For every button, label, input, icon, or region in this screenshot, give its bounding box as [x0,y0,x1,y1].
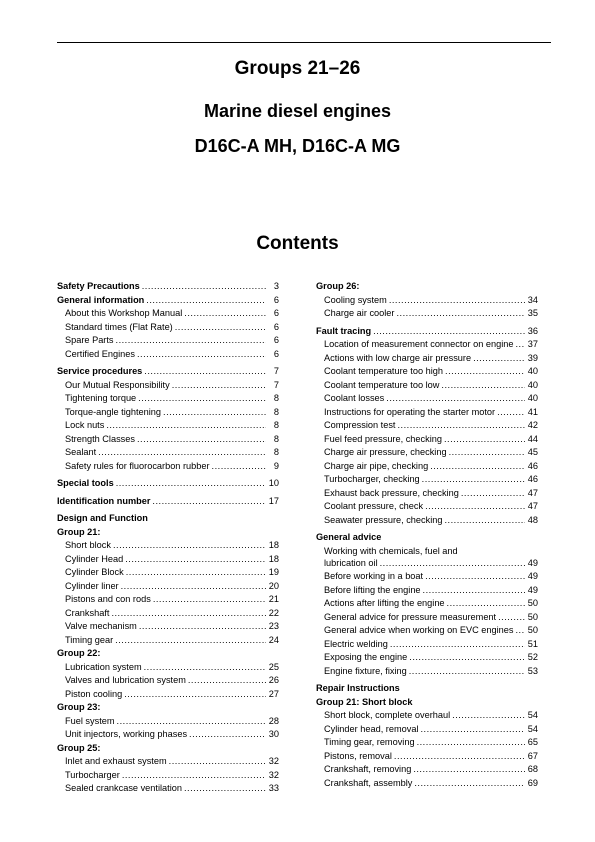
document-models: D16C-A MH, D16C-A MG [194,136,401,156]
toc-entry[interactable] [57,607,279,621]
toc-entry[interactable] [57,446,279,460]
toc-entry-label: Valves and lubrication system [65,675,186,685]
toc-entry-label: Turbocharger [65,769,120,780]
toc-entry-label: Fault tracing [316,325,372,336]
toc-dot-leader [111,607,266,621]
top-rule [57,42,551,43]
toc-dot-leader [422,473,525,487]
toc-dot-leader [444,433,525,447]
toc-entry-label: Working with chemicals, fuel and [324,545,458,556]
toc-section-heading [316,682,538,696]
toc-entry-page: 68 [527,764,538,774]
toc-entry[interactable] [316,638,538,652]
toc-entry-label: Charge air cooler [324,308,395,318]
toc-entry-label: About this Workshop Manual [65,308,183,318]
toc-entry-page: 8 [273,420,279,430]
toc-entry-page: 25 [268,661,279,672]
toc-entry-label: Coolant temperature too high [324,366,444,376]
toc-entry[interactable] [316,514,538,528]
toc-dot-leader [184,782,266,796]
toc-entry-label: Cylinder head, removal [324,723,419,734]
toc-entry-page: 52 [527,652,538,662]
toc-dot-leader [122,769,266,783]
toc-entry-label: Lubrication system [65,661,142,672]
toc-section-heading [57,512,279,526]
toc-entry[interactable] [316,307,538,321]
toc-entry-page: 32 [268,756,279,766]
toc-entry[interactable] [316,338,538,352]
toc-entry-page: 50 [527,611,538,622]
toc-dot-leader [113,539,266,553]
toc-dot-leader [212,460,266,474]
toc-dot-leader [417,736,525,750]
toc-dot-leader [175,321,266,335]
document-subtitle: Marine diesel engines [203,101,392,121]
toc-entry-label: Short block, complete overhaul [324,710,451,720]
toc-entry[interactable] [57,294,279,308]
toc-entry[interactable] [316,736,538,750]
toc-entry-label: Exhaust back pressure, checking [324,487,459,498]
toc-entry[interactable] [57,539,279,553]
toc-dot-leader [115,634,266,648]
toc-entry-label: Exposing the engine [324,652,408,662]
toc-entry-page: 17 [268,495,279,506]
toc-entry-label: Group 26: [316,281,360,291]
toc-entry[interactable] [316,406,538,420]
toc-dot-leader [137,433,266,447]
toc-entry-label: Standard times (Flat Rate) [65,321,173,332]
toc-entry-label: Group 25: [57,742,101,753]
toc-entry[interactable] [57,392,279,406]
toc-dot-leader [461,487,525,501]
toc-entry-label: Coolant temperature too low [324,379,440,390]
toc-entry-page: 8 [273,393,279,403]
contents-left-column [57,280,279,796]
toc-dot-leader [144,365,266,379]
toc-dot-leader [153,593,266,607]
toc-entry-page: 37 [527,339,538,349]
toc-entry-page: 26 [268,675,279,685]
toc-entry-page: 23 [268,621,279,631]
toc-dot-leader [142,280,266,294]
toc-entry-page: 65 [527,737,538,747]
toc-entry-label: lubrication oil [324,557,378,568]
toc-entry[interactable] [57,419,279,433]
toc-entry[interactable] [316,611,538,625]
toc-entry-page: 10 [268,478,279,488]
toc-entry-label: Lock nuts [65,420,105,430]
toc-entry-label: Pistons and con rods [65,594,151,604]
toc-entry[interactable] [57,321,279,335]
toc-entry-page: 49 [527,584,538,595]
toc-entry[interactable] [316,709,538,723]
toc-entry-label: Electric welding [324,638,388,649]
toc-dot-leader [116,477,266,491]
toc-entry-page: 69 [527,777,538,788]
toc-entry-page: 22 [268,607,279,618]
toc-entry[interactable] [316,473,538,487]
toc-entry[interactable] [316,777,538,791]
toc-dot-leader [373,325,525,339]
toc-dot-leader [389,294,525,308]
toc-section-heading [57,742,279,756]
toc-dot-leader [423,584,525,598]
toc-dot-leader [188,674,266,688]
toc-entry-label: Spare Parts [65,335,114,345]
toc-entry-page: 32 [268,769,279,780]
toc-entry[interactable] [316,750,538,764]
toc-entry[interactable] [57,769,279,783]
toc-entry[interactable] [57,379,279,393]
toc-dot-leader [449,446,525,460]
toc-entry-label: Our Mutual Responsibility [65,379,170,390]
toc-entry-page: 50 [527,625,538,635]
toc-entry[interactable] [57,406,279,420]
toc-entry-label: Turbocharger, checking [324,474,420,484]
toc-dot-leader [106,419,266,433]
toc-entry[interactable] [57,728,279,742]
toc-entry[interactable] [316,763,538,777]
toc-entry-label: Cooling system [324,294,387,305]
toc-dot-leader [516,338,526,352]
toc-entry-label: Actions with low charge air pressure [324,352,472,363]
toc-entry[interactable] [57,566,279,580]
toc-entry[interactable] [57,688,279,702]
toc-entry-page: 18 [268,553,279,564]
toc-dot-leader [441,379,525,393]
toc-entry-label: Actions after lifting the engine [324,598,445,608]
toc-entry-page: 49 [527,571,538,581]
toc-entry-page: 36 [527,325,538,336]
toc-entry[interactable] [316,325,538,339]
toc-dot-leader [184,307,266,321]
toc-dot-leader [473,352,525,366]
toc-entry-page: 48 [527,514,538,525]
toc-entry-label: Unit injectors, working phases [65,729,188,739]
toc-entry[interactable] [57,580,279,594]
toc-dot-leader [116,334,266,348]
toc-entry[interactable] [57,477,279,491]
toc-entry-label: Tightening torque [65,393,137,403]
toc-entry-page: 54 [527,710,538,720]
toc-entry[interactable] [316,446,538,460]
toc-entry-page: 8 [273,406,279,417]
toc-entry-page: 6 [273,294,279,305]
toc-entry[interactable] [57,715,279,729]
toc-entry-label: Service procedures [57,366,143,376]
toc-section-heading [316,696,538,710]
toc-entry-page: 28 [268,715,279,726]
toc-section-heading [316,545,538,557]
toc-entry-label: Seawater pressure, checking [324,514,443,525]
toc-dot-leader [121,580,266,594]
toc-entry-page: 35 [527,308,538,318]
toc-entry-label: Cylinder Block [65,567,124,577]
toc-section-heading [57,701,279,715]
toc-entry-label: Short block [65,540,111,550]
toc-entry-label: General advice [316,532,382,542]
toc-entry-page: 19 [268,567,279,577]
toc-entry-label: Safety rules for fluorocarbon rubber [65,460,210,471]
toc-entry-label: Charge air pressure, checking [324,447,447,457]
toc-dot-leader [425,570,525,584]
contents-heading: Contents [256,233,339,254]
toc-entry[interactable] [316,557,538,571]
toc-entry-label: Timing gear [65,634,114,645]
toc-entry[interactable] [316,570,538,584]
toc-entry-page: 21 [268,594,279,604]
toc-entry[interactable] [57,334,279,348]
toc-entry-label: Cylinder liner [65,580,119,591]
toc-entry[interactable] [316,500,538,514]
toc-entry-label: General advice for pressure measurement [324,611,497,622]
toc-dot-leader [452,709,525,723]
toc-entry-label: Design and Function [57,513,148,523]
toc-entry-page: 40 [527,379,538,390]
toc-dot-leader [125,553,266,567]
toc-entry[interactable] [57,365,279,379]
toc-entry-page: 40 [527,366,538,376]
toc-dot-leader [396,307,525,321]
toc-entry-label: Certified Engines [65,348,135,359]
toc-dot-leader [413,763,525,777]
toc-entry[interactable] [316,365,538,379]
toc-entry-page: 54 [527,723,538,734]
toc-dot-leader [447,597,525,611]
toc-entry-label: Charge air pipe, checking [324,460,429,471]
toc-dot-leader [515,624,525,638]
toc-entry-label: Fuel system [65,715,115,726]
toc-dot-leader [414,777,525,791]
toc-dot-leader [497,406,525,420]
toc-entry-page: 45 [527,447,538,457]
toc-entry-page: 34 [527,294,538,305]
toc-entry-page: 7 [273,379,279,390]
toc-entry-label: Valve mechanism [65,621,137,631]
toc-dot-leader [380,557,525,571]
toc-entry-label: Group 23: [57,702,101,712]
toc-entry[interactable] [316,419,538,433]
toc-entry-label: Timing gear, removing [324,737,415,747]
toc-entry[interactable] [316,352,538,366]
toc-dot-leader [139,620,266,634]
toc-entry[interactable] [57,620,279,634]
toc-entry[interactable] [57,280,279,294]
toc-entry[interactable] [57,634,279,648]
toc-entry-page: 24 [268,634,279,645]
toc-dot-leader [430,460,525,474]
toc-entry[interactable] [316,584,538,598]
toc-entry-label: Fuel feed pressure, checking [324,433,442,444]
toc-dot-leader [146,294,266,308]
toc-entry-page: 27 [268,688,279,699]
toc-entry-page: 47 [527,501,538,511]
toc-entry[interactable] [316,487,538,501]
toc-entry[interactable] [57,593,279,607]
toc-entry-page: 6 [273,335,279,345]
toc-entry[interactable] [316,460,538,474]
toc-entry-label: Strength Classes [65,433,135,444]
toc-entry-label: Coolant pressure, check [324,501,424,511]
toc-entry-label: Special tools [57,478,114,488]
toc-entry-page: 6 [273,308,279,318]
toc-entry-page: 33 [268,783,279,793]
toc-entry[interactable] [57,495,279,509]
toc-dot-leader [189,728,266,742]
toc-entry-page: 51 [527,638,538,649]
toc-entry[interactable] [316,597,538,611]
toc-entry-label: Safety Precautions [57,281,140,291]
toc-dot-leader [420,723,525,737]
toc-dot-leader [425,500,525,514]
toc-entry-page: 3 [273,281,279,291]
toc-dot-leader [386,392,525,406]
toc-dot-leader [138,392,266,406]
toc-entry-label: Group 21: Short block [316,696,413,707]
toc-entry[interactable] [57,782,279,796]
toc-dot-leader [152,495,266,509]
toc-entry[interactable] [316,294,538,308]
toc-entry-label: Compression test [324,420,396,430]
toc-section-heading [316,280,538,294]
toc-entry-label: Before lifting the engine [324,584,421,595]
toc-dot-leader [498,611,525,625]
toc-entry-label: Piston cooling [65,688,123,699]
toc-dot-leader [172,379,266,393]
toc-dot-leader [126,566,266,580]
toc-section-heading [57,526,279,540]
toc-dot-leader [117,715,266,729]
toc-entry[interactable] [316,392,538,406]
toc-dot-leader [394,750,525,764]
toc-entry-page: 41 [527,406,538,417]
toc-entry-label: Repair Instructions [316,683,400,693]
toc-entry-page: 30 [268,729,279,739]
toc-dot-leader [169,755,266,769]
toc-dot-leader [163,406,266,420]
toc-entry[interactable] [316,433,538,447]
toc-entry-page: 9 [273,460,279,471]
toc-dot-leader [137,348,266,362]
toc-entry[interactable] [316,665,538,679]
toc-entry-page: 49 [527,557,538,568]
toc-entry-label: Pistons, removal [324,750,392,761]
toc-entry-label: Identification number [57,495,151,506]
toc-entry-label: Group 22: [57,648,101,658]
toc-section-heading [57,647,279,661]
toc-entry[interactable] [57,307,279,321]
toc-entry[interactable] [57,348,279,362]
toc-entry-label: Inlet and exhaust system [65,756,167,766]
toc-entry-page: 6 [273,321,279,332]
toc-dot-leader [444,514,525,528]
toc-entry-page: 50 [527,598,538,608]
toc-entry[interactable] [316,379,538,393]
toc-entry-page: 7 [273,366,279,376]
toc-entry-label: Group 21: [57,526,101,537]
toc-entry-page: 47 [527,487,538,498]
toc-entry[interactable] [316,624,538,638]
document-title-groups: Groups 21–26 [234,58,361,79]
toc-entry[interactable] [57,661,279,675]
toc-dot-leader [98,446,266,460]
toc-entry-label: Sealant [65,447,97,457]
toc-entry-page: 67 [527,750,538,761]
toc-entry-page: 53 [527,665,538,676]
toc-entry-page: 6 [273,348,279,359]
toc-entry[interactable] [57,433,279,447]
toc-entry-page: 39 [527,352,538,363]
toc-entry-page: 8 [273,447,279,457]
toc-entry-label: General information [57,294,145,305]
toc-entry-label: Crankshaft [65,607,110,618]
toc-entry-page: 42 [527,420,538,430]
toc-entry[interactable] [316,723,538,737]
toc-dot-leader [409,651,525,665]
toc-entry[interactable] [57,460,279,474]
toc-entry-label: Crankshaft, assembly [324,777,413,788]
contents-right-column [316,280,538,790]
toc-dot-leader [124,688,266,702]
toc-entry-label: Location of measurement connector on engine [324,339,514,349]
toc-entry[interactable] [316,651,538,665]
toc-entry-label: Crankshaft, removing [324,764,412,774]
toc-entry-label: Torque-angle tightening [65,406,162,417]
toc-entry-page: 18 [268,540,279,550]
toc-dot-leader [445,365,525,379]
toc-entry[interactable] [57,553,279,567]
toc-entry-label: Cylinder Head [65,553,124,564]
toc-entry[interactable] [57,755,279,769]
toc-entry-label: Sealed crankcase ventilation [65,783,182,793]
toc-entry-label: Engine fixture, fixing [324,665,407,676]
toc-entry-page: 20 [268,580,279,591]
toc-dot-leader [144,661,266,675]
toc-entry-page: 46 [527,474,538,484]
toc-dot-leader [409,665,525,679]
toc-entry-page: 44 [527,433,538,444]
toc-entry-label: Instructions for operating the starter motor [324,406,496,417]
toc-entry-page: 40 [527,393,538,403]
toc-section-heading [316,531,538,545]
toc-entry-page: 46 [527,460,538,471]
toc-entry-label: Coolant losses [324,393,385,403]
toc-entry[interactable] [57,674,279,688]
toc-entry-page: 8 [273,433,279,444]
toc-dot-leader [390,638,525,652]
toc-entry-label: Before working in a boat [324,571,424,581]
toc-entry-label: General advice when working on EVC engines [324,625,514,635]
toc-dot-leader [398,419,526,433]
